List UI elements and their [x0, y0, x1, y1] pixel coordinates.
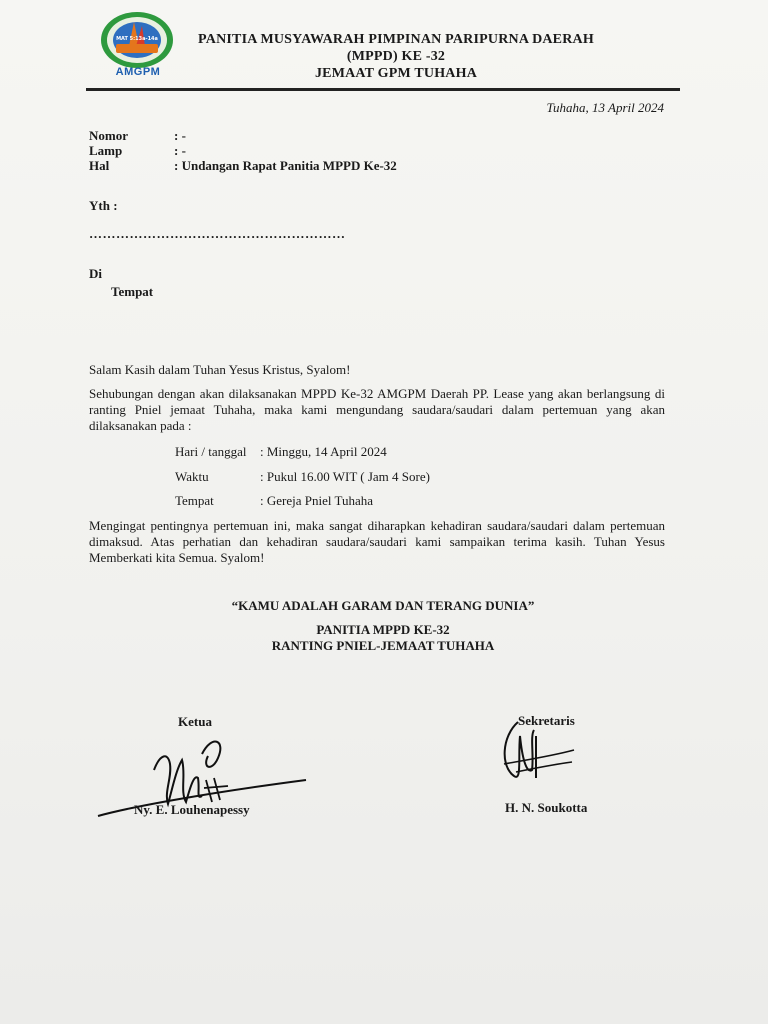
committee-line2: RANTING PNIEL-JEMAAT TUHAHA: [271, 638, 495, 653]
meta-label-lamp: Lamp: [89, 143, 123, 158]
recipient-yth: Yth :: [89, 198, 118, 213]
signatory-right-name: H. N. Soukotta: [505, 800, 588, 815]
meta-label-nomor: Nomor: [89, 128, 128, 143]
logo-band-text: MAT 5:13a-14a: [116, 36, 158, 42]
paragraph-closing: Mengingat pentingnya pertemuan ini, maka sangat diharapkan kehadiran saudara/saudari dalam pertemuan dimaksud. Atas perhatian dan kehadiran saudara/saudari kami sampaikan terima kasih. Tuhan Yesus Memberkati kita Semua. Syalom!: [89, 518, 665, 565]
logo-text: AMGPM: [115, 66, 161, 78]
detail-key-time: Waktu: [175, 469, 209, 484]
meta-value-hal: : Undangan Rapat Panitia MPPD Ke-32: [174, 158, 397, 173]
letter-date: Tuhaha, 13 April 2024: [546, 100, 664, 115]
recipient-dots: …………………………………………………: [89, 226, 346, 241]
secretary-signature: [496, 716, 576, 794]
meta-label-hal: Hal: [89, 158, 110, 173]
signatory-left-role: Ketua: [178, 714, 212, 729]
recipient-tempat: Tempat: [111, 284, 154, 299]
greeting: Salam Kasih dalam Tuhan Yesus Kristus, Syalom!: [89, 362, 351, 377]
signatory-right-role: Sekretaris: [518, 713, 575, 728]
detail-key-place: Tempat: [175, 493, 214, 508]
paragraph-invitation: Sehubungan dengan akan dilaksanakan MPPD Ke-32 AMGPM Daerah PP. Lease yang akan berlangsung di ranting Pniel jemaat Tuhaha, maka kami mengundang saudara/saudari dalam pertemuan yang akan dilaksanakan pada :: [89, 386, 665, 433]
detail-value-date: : Minggu, 14 April 2024: [260, 444, 387, 459]
meta-value-nomor: : -: [174, 128, 186, 143]
recipient-di: Di: [89, 266, 102, 281]
committee-line1: PANITIA MPPD KE-32: [316, 622, 450, 637]
signatory-left-name: Ny. E. Louhenapessy: [134, 802, 250, 817]
letterhead-line2: (MPPD) KE -32: [346, 49, 446, 64]
meta-value-lamp: : -: [174, 143, 186, 158]
detail-key-date: Hari / tanggal: [175, 444, 247, 459]
motto: “KAMU ADALAH GARAM DAN TERANG DUNIA”: [231, 598, 535, 613]
letterhead-line3: JEMAAT GPM TUHAHA: [314, 66, 478, 81]
detail-value-time: : Pukul 16.00 WIT ( Jam 4 Sore): [260, 469, 430, 484]
detail-value-place: : Gereja Pniel Tuhaha: [260, 493, 374, 508]
letterhead-line1: PANITIA MUSYAWARAH PIMPINAN PARIPURNA DAERAH: [198, 32, 594, 47]
letterhead-rule: [86, 88, 680, 91]
